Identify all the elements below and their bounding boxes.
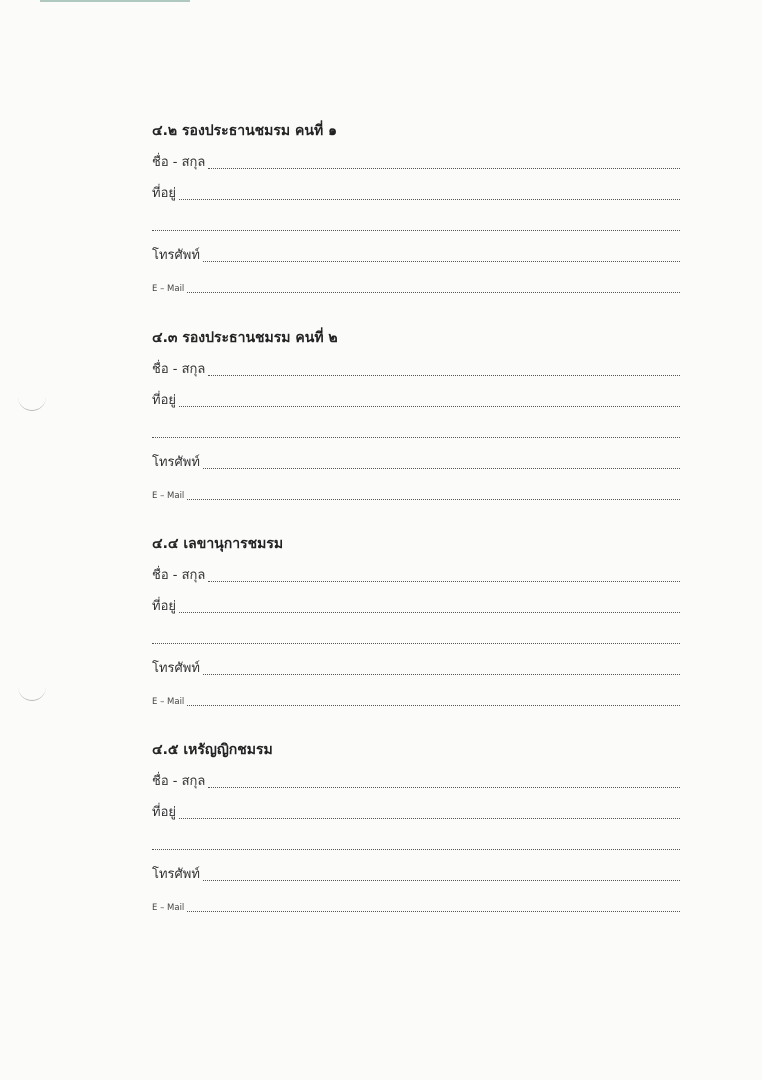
section-secretary xyxy=(152,534,680,709)
email-field[interactable] xyxy=(152,472,680,503)
address-continuation-blank-line[interactable] xyxy=(152,434,680,438)
section-treasurer xyxy=(152,740,680,915)
address-blank-line[interactable] xyxy=(179,196,680,200)
name-field[interactable] xyxy=(152,141,680,172)
phone-blank-line[interactable] xyxy=(203,258,680,262)
address-label: ที่อยู่ xyxy=(152,393,176,408)
email-field[interactable] xyxy=(152,265,680,296)
address-field[interactable] xyxy=(152,585,680,616)
email-field[interactable] xyxy=(152,884,680,915)
name-field[interactable] xyxy=(152,760,680,791)
phone-field[interactable] xyxy=(152,234,680,265)
name-field[interactable] xyxy=(152,554,680,585)
address-continuation-blank-line[interactable] xyxy=(152,640,680,644)
name-label: ชื่อ - สกุล xyxy=(152,362,206,377)
phone-field[interactable] xyxy=(152,647,680,678)
email-blank-line[interactable] xyxy=(187,289,680,293)
address-field[interactable] xyxy=(152,172,680,203)
phone-field[interactable] xyxy=(152,853,680,884)
phone-field[interactable] xyxy=(152,441,680,472)
punch-hole-top xyxy=(18,394,46,411)
email-blank-line[interactable] xyxy=(187,908,680,912)
address-blank-line[interactable] xyxy=(179,403,680,407)
email-blank-line[interactable] xyxy=(187,496,680,500)
email-label: E – Mail xyxy=(152,491,185,501)
address-continuation-field[interactable] xyxy=(152,616,680,647)
email-field[interactable] xyxy=(152,678,680,709)
section-heading: ๔.๕ เหรัญญิกชมรม xyxy=(152,742,273,758)
email-blank-line[interactable] xyxy=(187,702,680,706)
name-field[interactable] xyxy=(152,348,680,379)
name-blank-line[interactable] xyxy=(208,578,680,582)
section-vice-president-1 xyxy=(152,121,680,296)
phone-blank-line[interactable] xyxy=(203,877,680,881)
name-label: ชื่อ - สกุล xyxy=(152,568,206,583)
address-continuation-field[interactable] xyxy=(152,203,680,234)
address-blank-line[interactable] xyxy=(179,609,680,613)
name-blank-line[interactable] xyxy=(208,372,680,376)
address-label: ที่อยู่ xyxy=(152,599,176,614)
phone-blank-line[interactable] xyxy=(203,465,680,469)
phone-label: โทรศัพท์ xyxy=(152,867,200,882)
address-continuation-blank-line[interactable] xyxy=(152,227,680,231)
phone-blank-line[interactable] xyxy=(203,671,680,675)
address-continuation-field[interactable] xyxy=(152,822,680,853)
email-label: E – Mail xyxy=(152,284,185,294)
address-field[interactable] xyxy=(152,379,680,410)
phone-label: โทรศัพท์ xyxy=(152,455,200,470)
address-continuation-field[interactable] xyxy=(152,410,680,441)
address-continuation-blank-line[interactable] xyxy=(152,846,680,850)
scan-edge-mark xyxy=(40,0,190,2)
phone-label: โทรศัพท์ xyxy=(152,661,200,676)
section-heading: ๔.๒ รองประธานชมรม คนที่ ๑ xyxy=(152,123,337,139)
address-blank-line[interactable] xyxy=(179,815,680,819)
section-vice-president-2 xyxy=(152,328,680,503)
name-blank-line[interactable] xyxy=(208,784,680,788)
name-blank-line[interactable] xyxy=(208,165,680,169)
address-field[interactable] xyxy=(152,791,680,822)
name-label: ชื่อ - สกุล xyxy=(152,155,206,170)
punch-hole-bottom xyxy=(18,684,46,701)
address-label: ที่อยู่ xyxy=(152,186,176,201)
email-label: E – Mail xyxy=(152,697,185,707)
section-heading: ๔.๓ รองประธานชมรม คนที่ ๒ xyxy=(152,330,338,346)
phone-label: โทรศัพท์ xyxy=(152,248,200,263)
name-label: ชื่อ - สกุล xyxy=(152,774,206,789)
email-label: E – Mail xyxy=(152,903,185,913)
address-label: ที่อยู่ xyxy=(152,805,176,820)
section-heading: ๔.๔ เลขานุการชมรม xyxy=(152,536,284,552)
